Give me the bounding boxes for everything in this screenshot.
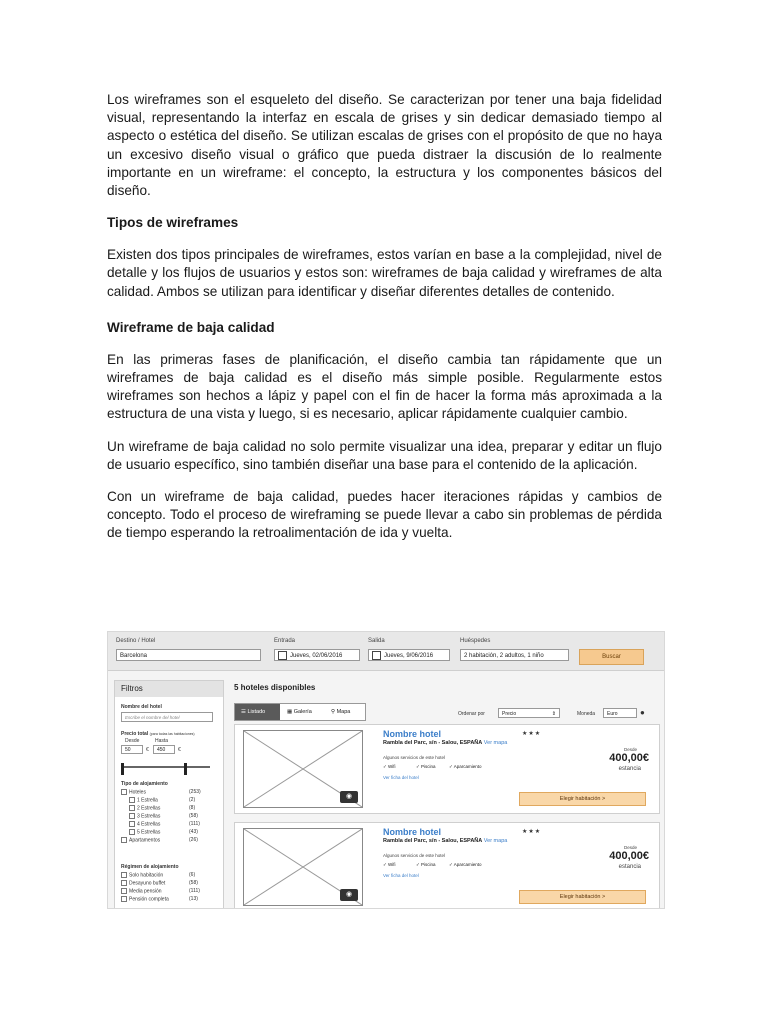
checkin-value: Jueves, 02/06/2016: [290, 653, 343, 659]
feature-label: Piscina: [421, 862, 436, 867]
hotel-address: [383, 740, 507, 746]
guests-label: Huéspedes: [460, 638, 491, 644]
hotel-address-text: Rambla del Parc, s/n - Salou, ESPAÑA: [383, 740, 483, 746]
paragraph-tipos: Existen dos tipos principales de wireframes, estos varían en base a la complejidad, nivel de detalle y los flujos de usuarios y estos son: wireframes de baja calidad y wireframes de alta calidad. Ambos se utilizan para identificar y diseñar diferentes detalles de contenido.: [107, 247, 662, 299]
hotel-photo-placeholder: [243, 828, 363, 906]
order-select: [498, 708, 560, 718]
checkin-label: Entrada: [274, 638, 296, 644]
price-slider-track: [122, 766, 210, 768]
guests-field: 2 habitación, 2 adultos, 1 niño: [460, 649, 569, 661]
hotel-name-label: Nombre del hotel: [121, 704, 162, 710]
regime-option-label: Solo habitación: [129, 872, 164, 879]
paragraph-visualizar: Un wireframe de baja calidad no solo permite visualizar una idea, preparar y editar un flujo de usuario específico, sino también diseñar una base para el contenido de la aplicación.: [107, 438, 662, 472]
filters-sidebar: [114, 680, 224, 909]
feature-label: Piscina: [421, 764, 436, 769]
checkout-field: [368, 649, 450, 661]
type-option: [129, 813, 160, 819]
camera-icon: ◉: [340, 791, 358, 803]
view-tabs: [234, 703, 366, 721]
price-from-label: Desde: [623, 845, 637, 850]
calendar-icon: [278, 651, 287, 660]
hotel-price: 400,00€: [609, 752, 649, 764]
paragraph-intro: Los wireframes son el esqueleto del diseño. Se caracterizan por tener una baja fidelidad visual, representando la interfaz en escala de grises y sin dedicar demasiado tiempo al aspecto o estética del diseño. Se utilizan escalas de grises con el propósito de que no haya un excesivo diseño visual o gráfico que pueda distraer la discusión de lo realmente importante en un wireframe: el concepto, la estructura y los componentes básicos del diseño.: [107, 92, 662, 199]
feature-item: ✓ Aparcamiento: [449, 862, 482, 867]
tab-galeria: ▦ Galería: [287, 709, 312, 715]
hotel-name-input: Escribe el nombre del hotel: [121, 712, 213, 722]
heading-tipos: Tipos de wireframes: [107, 215, 239, 231]
info-icon: ●: [640, 708, 645, 717]
hotel-price: 400,00€: [609, 850, 649, 862]
select-arrow-icon: ⇕: [551, 711, 556, 717]
checkbox: [121, 880, 127, 886]
regime-count: (111): [189, 888, 200, 894]
hotel-stars: ★★★: [522, 731, 542, 737]
checkbox: [121, 896, 127, 902]
hotel-details-link: Ver ficha del hotel: [383, 775, 419, 780]
regime-label: Régimen de alojamiento: [121, 864, 179, 870]
type-count: (58): [189, 813, 198, 819]
feature-item: ✓ Wifi: [383, 862, 396, 867]
map-link: Ver mapa: [483, 740, 508, 746]
regime-count: (13): [189, 896, 198, 902]
checkbox: [121, 888, 127, 894]
camera-icon: ◉: [340, 889, 358, 901]
price-slider-max-handle: [184, 763, 187, 775]
type-label: Tipo de alojamiento: [121, 781, 168, 787]
type-count: (8): [189, 805, 196, 811]
feature-item: ✓ Piscina: [416, 862, 436, 867]
hotel-name: Nombre hotel: [383, 827, 442, 837]
checkbox: [129, 805, 135, 811]
tab-listado-label: Listado: [247, 709, 266, 715]
wireframe-illustration: [107, 631, 665, 909]
hotel-card: [234, 822, 660, 909]
services-label: Algunos servicios de este hotel: [383, 853, 446, 858]
hotel-card: [234, 724, 660, 814]
type-count: (43): [189, 829, 198, 835]
regime-count: (6): [189, 872, 196, 878]
hotel-photo-placeholder: [243, 730, 363, 808]
type-option: [129, 829, 160, 835]
results-title: 5 hoteles disponibles: [234, 683, 316, 692]
tab-mapa-label: Mapa: [336, 709, 351, 715]
type-option-label: Hoteles: [129, 789, 146, 796]
type-option-label: 1 Estrella: [137, 797, 158, 804]
regime-count: (58): [189, 880, 198, 886]
type-option-label: Apartamentos: [129, 837, 161, 844]
feature-item: ✓ Aparcamiento: [449, 764, 482, 769]
search-bar: [108, 632, 664, 671]
tab-mapa: ⚲ Mapa: [331, 709, 351, 715]
from-label: Desde: [125, 738, 140, 744]
price-note: (para todas las habitaciones): [149, 732, 195, 736]
checkbox: [129, 797, 135, 803]
type-option: [129, 797, 158, 803]
paragraph-iteraciones: Con un wireframe de baja calidad, puedes hacer iteraciones rápidas y cambios de concepto. Todo el proceso de wireframing se puede llevar a cabo sin problemas de pérdida de tiempo esperando la retroalimentación de ida y vuelta.: [107, 489, 662, 541]
checkbox: [121, 872, 127, 878]
regime-option: [121, 888, 162, 894]
hotel-name: Nombre hotel: [383, 729, 442, 739]
checkbox: [121, 789, 127, 795]
services-label: Algunos servicios de este hotel: [383, 755, 446, 760]
order-value: Precio: [502, 711, 517, 717]
feature-item: ✓ Wifi: [383, 764, 396, 769]
destination-label: Destino / Hotel: [116, 638, 156, 644]
choose-room-button: Elegir habitación >: [519, 792, 646, 806]
feature-item: ✓ Piscina: [416, 764, 436, 769]
type-option: [129, 805, 160, 811]
price-from-label: Desde: [623, 747, 637, 752]
price-label-text: Precio total: [121, 731, 149, 737]
heading-baja-calidad: Wireframe de baja calidad: [107, 319, 275, 335]
regime-option: [121, 880, 165, 886]
map-link: Ver mapa: [483, 838, 508, 844]
currency-symbol: €: [178, 747, 181, 753]
checkbox: [121, 837, 127, 843]
type-option-label: 2 Estrellas: [137, 805, 161, 812]
currency-value: Euro: [607, 711, 618, 717]
regime-option: [121, 872, 163, 878]
checkout-value: Jueves, 9/06/2016: [384, 653, 434, 659]
hotel-address: [383, 838, 507, 844]
currency-label: Moneda: [577, 711, 596, 717]
choose-room-button: Elegir habitación >: [519, 890, 646, 904]
price-slider-min-handle: [121, 763, 124, 775]
feature-label: Wifi: [388, 764, 396, 769]
regime-option: [121, 896, 169, 902]
filters-title: Filtros: [115, 681, 223, 697]
type-option: [121, 789, 146, 795]
regime-option-label: Pensión completa: [129, 896, 169, 903]
paragraph-fases: En las primeras fases de planificación, el diseño cambia tan rápidamente que un wireframes de baja calidad es el diseño más simple posible. Regularmente estos wireframes son hechos a lápiz y papel con el fin de hacer la forma más aproximada a la estructura de una vista y luego, si es necesario, aplicar rápidamente cualquier cambio.: [107, 351, 662, 422]
checkbox: [129, 829, 135, 835]
order-label: Ordenar por: [458, 711, 485, 717]
type-count: (26): [189, 837, 198, 843]
calendar-icon: [372, 651, 381, 660]
type-option-label: 5 Estrellas: [137, 829, 161, 836]
checkin-field: [274, 649, 360, 661]
document-body: [107, 91, 662, 543]
type-count: (111): [189, 821, 200, 827]
type-option: [121, 837, 160, 843]
regime-option-label: Media pensión: [129, 888, 162, 895]
type-count: (253): [189, 789, 201, 795]
type-option: [129, 821, 160, 827]
checkbox: [129, 821, 135, 827]
currency-symbol: €: [146, 747, 149, 753]
feature-label: Aparcamiento: [453, 862, 482, 867]
destination-field: Barcelona: [116, 649, 261, 661]
tab-galeria-label: Galería: [293, 709, 312, 715]
type-count: (2): [189, 797, 196, 803]
feature-label: Aparcamiento: [453, 764, 482, 769]
price-label: [121, 731, 195, 737]
hotel-stars: ★★★: [522, 829, 542, 835]
checkout-label: Salida: [368, 638, 385, 644]
type-option-label: 4 Estrellas: [137, 821, 161, 828]
checkbox: [129, 813, 135, 819]
tab-listado: ☰ Listado: [235, 704, 280, 720]
hotel-address-text: Rambla del Parc, s/n - Salou, ESPAÑA: [383, 838, 483, 844]
search-button: Buscar: [579, 649, 644, 665]
regime-option-label: Desayuno buffet: [129, 880, 166, 887]
price-from-field: 50: [121, 745, 143, 754]
type-option-label: 3 Estrellas: [137, 813, 161, 820]
price-period: estancia: [618, 766, 641, 772]
price-period: estancia: [618, 864, 641, 870]
currency-select: [603, 708, 637, 718]
to-label: Hasta: [155, 738, 169, 744]
price-to-field: 450: [153, 745, 175, 754]
feature-label: Wifi: [388, 862, 396, 867]
hotel-details-link: Ver ficha del hotel: [383, 873, 419, 878]
